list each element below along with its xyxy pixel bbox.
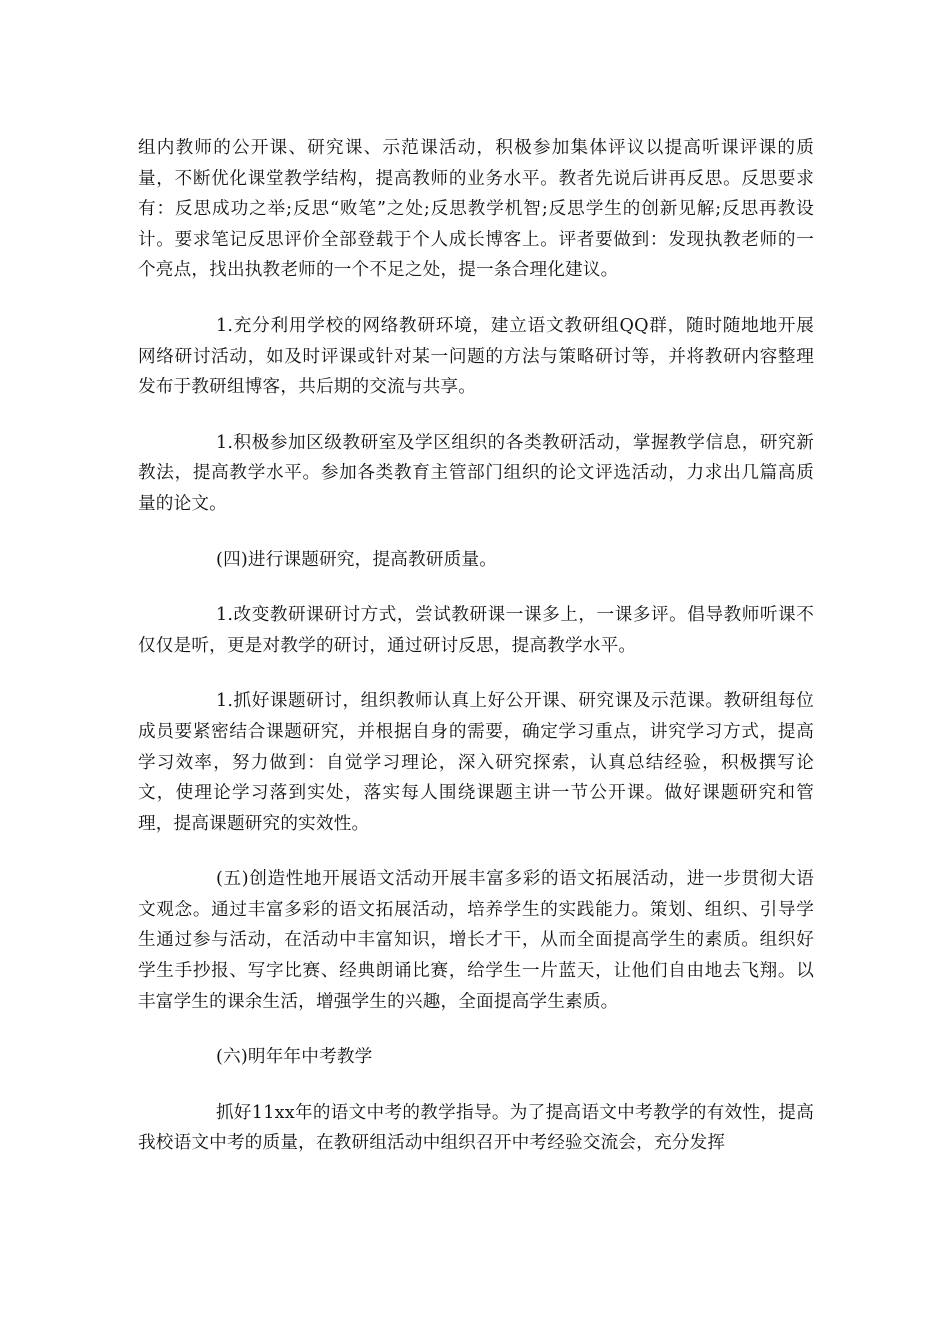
paragraph-online-research: 1.充分利用学校的网络教研环境，建立语文教研组QQ群，随时随地地开展网络研讨活动，如及时评课或针对某一问题的方法与策略研讨等，并将教研内容整理发布于教研组博客，共后期的交流与共享。: [138, 315, 814, 398]
paragraph-district-activities: 1.积极参加区级教研室及学区组织的各类教研活动，掌握教学信息，研究新教法，提高教学水平。参加各类教育主管部门组织的论文评选活动，力求出几篇高质量的论文。: [138, 432, 814, 514]
section-heading-4: (四)进行课题研究，提高教研质量。: [216, 549, 498, 570]
paragraph-exam-guidance: 抓好11xx年的语文中考的教学指导。为了提高语文中考教学的有效性，提高我校语文中考的质量，在教研组活动中组织召开中考经验交流会，充分发挥: [138, 1102, 814, 1154]
paragraph-lesson-evaluation: 组内教师的公开课、研究课、示范课活动，积极参加集体评议以提高听课评课的质量，不断优化课堂教学结构，提高教师的业务水平。教者先说后讲再反思。反思要求有：反思成功之举;反思“败笔”之处;反思教学机智;反思学生的创新见解;反思再教设计。要求笔记反思评价全部登载于个人成长博客上。评者要做到：发现执教老师的一个亮点，找出执教老师的一个不足之处，提一条合理化建议。: [138, 138, 814, 281]
paragraph-topic-research: 1.抓好课题研讨，组织教师认真上好公开课、研究课及示范课。教研组每位成员要紧密结合课题研究，并根据自身的需要，确定学习重点，讲究学习方式，提高学习效率，努力做到：自觉学习理论，深入研究探索，认真总结经验，积极撰写论文，使理论学习落到实处，落实每人围绕课题主讲一节公开课。做好课题研究和管理，提高课题研究的实效性。: [138, 691, 814, 834]
paragraph-research-method: 1.改变教研课研讨方式，尝试教研课一课多上，一课多评。倡导教师听课不仅仅是听，更是对教学的研讨，通过研讨反思，提高教学水平。: [138, 605, 814, 656]
section-heading-5: (五)创造性地开展语文活动开展丰富多彩的语文拓展活动，进一步贯彻大语文观念。通过丰富多彩的语文拓展活动，培养学生的实践能力。策划、组织、引导学生通过参与活动，在活动中丰富知识，增长才干，从而全面提高学生的素质。组织好学生手抄报、写字比赛、经典朗诵比赛，给学生一片蓝天，让他们自由地去飞翔。以丰富学生的课余生活，增强学生的兴趣，全面提高学生素质。: [138, 869, 814, 1012]
section-heading-6: (六)明年年中考教学: [216, 1047, 373, 1068]
document-page: [138, 133, 814, 1184]
